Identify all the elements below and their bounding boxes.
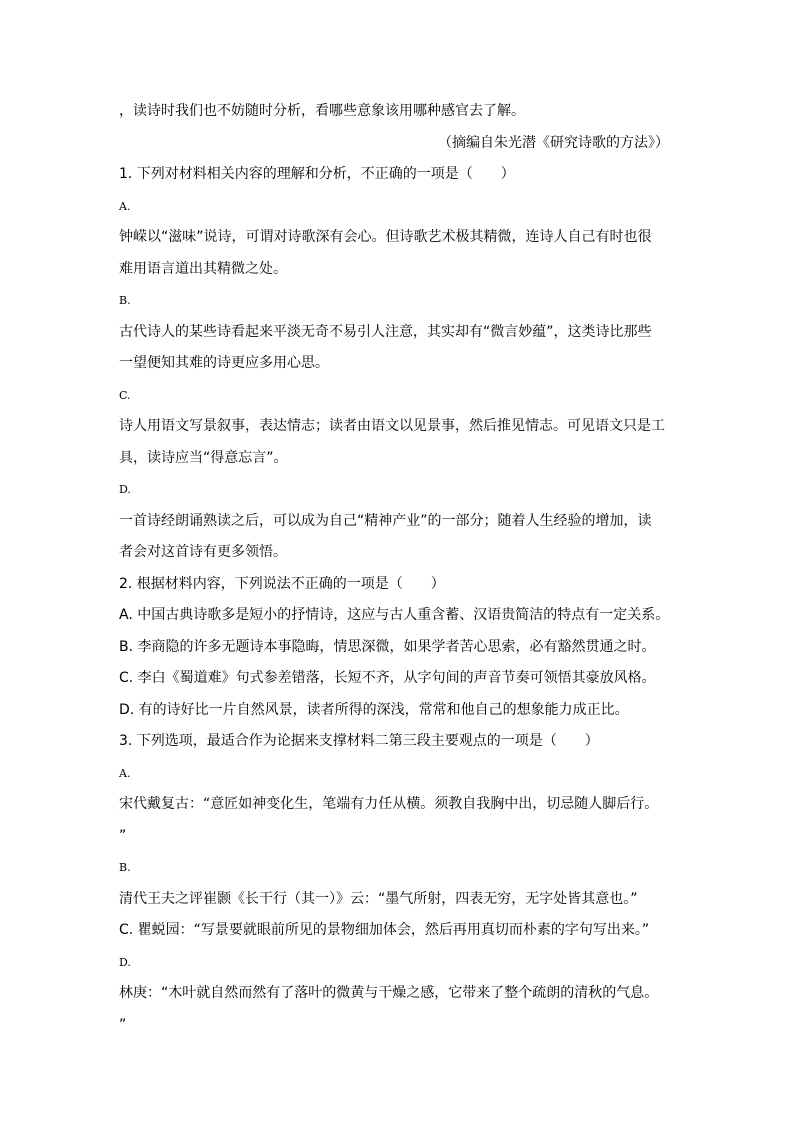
q3-option-a-letter: A. [119, 766, 131, 780]
question-1-stem: 1. 下列对材料相关内容的理解和分析，不正确的一项是（ ） [119, 166, 515, 182]
q1-option-a-line-1: 钟嵘以“滋味”说诗，可谓对诗歌深有会心。但诗歌艺术极其精微，连诗人自己有时也很 [119, 229, 652, 245]
question-3-stem: 3. 下列选项，最适合作为论据来支撑材料二第三段主要观点的一项是（ ） [119, 733, 599, 749]
q1-option-d-line-1: 一首诗经朗诵熟读之后，可以成为自己“精神产业”的一部分；随着人生经验的增加，读 [119, 512, 652, 529]
q1-option-b-letter: B. [119, 294, 131, 307]
document-body [119, 96, 679, 1041]
q1-option-c-line-2: 具，读诗应当“得意忘言”。 [119, 449, 288, 466]
q1-option-b-line-1: 古代诗人的某些诗看起来平淡无奇不易引人注意，其实却有“微言妙蕴”，这类诗比那些 [119, 323, 652, 340]
q3-option-c-text: C. 瞿蜕园：“写景要就眼前所见的景物细加体会，然后再用真切而朴素的字句写出来。” [119, 922, 650, 938]
q1-option-c-letter: C. [119, 388, 131, 402]
q3-option-a-line-1: 宋代戴复古：“意匠如神变化生，笔端有力任从横。须教自我胸中出，切忌随人脚后行。 [119, 796, 659, 812]
q2-option-b: B. 李商隐的许多无题诗本事隐晦，情思深微，如果学者苦心思索，必有豁然贯通之时。 [119, 638, 656, 655]
q3-option-b-text: 清代王夫之评崔颢《长干行（其一）》云：“墨气所射，四表无穷，无字处皆其意也。” [119, 890, 638, 907]
q3-option-d-line-2: ” [119, 1016, 127, 1033]
q3-option-d-letter: D. [119, 955, 131, 969]
q1-option-a-line-2: 难用语言道出其精微之处。 [119, 260, 287, 277]
q3-option-a-line-2: ” [119, 827, 127, 844]
q1-option-a-letter: A. [119, 199, 131, 213]
q3-option-b-letter: B. [119, 861, 131, 874]
q2-option-d: D. 有的诗好比一片自然风景，读者所得的深浅，常常和他自己的想象能力成正比。 [119, 701, 629, 718]
q1-option-c-line-1: 诗人用语文写景叙事，表达情志；读者由语文以见景事，然后推见情志。可见语文只是工 [119, 418, 665, 434]
question-2-stem: 2. 根据材料内容，下列说法不正确的一项是（ ） [119, 575, 445, 592]
q3-option-d-line-1: 林庚：“木叶就自然而然有了落叶的微黄与干燥之感，它带来了整个疏朗的清秋的气息。 [119, 985, 659, 1001]
q1-option-d-line-2: 者会对这首诗有更多领悟。 [119, 544, 287, 560]
q1-option-b-line-2: 一望便知其难的诗更应多用心思。 [119, 355, 329, 371]
source-citation: （摘编自朱光潜《研究诗歌的方法》） [438, 134, 669, 151]
q2-option-a: A. 中国古典诗歌多是短小的抒情诗，这应与古人重含蓄、汉语贵简洁的特点有一定关系。 [119, 607, 670, 623]
q2-option-c: C. 李白《蜀道难》句式参差错落，长短不齐，从字句间的声音节奏可领悟其豪放风格。 [119, 670, 656, 686]
q1-option-d-letter: D. [119, 483, 131, 496]
intro-paragraph-end: ，读诗时我们也不妨随时分析，看哪些意象该用哪种感官去了解。 [119, 103, 525, 119]
